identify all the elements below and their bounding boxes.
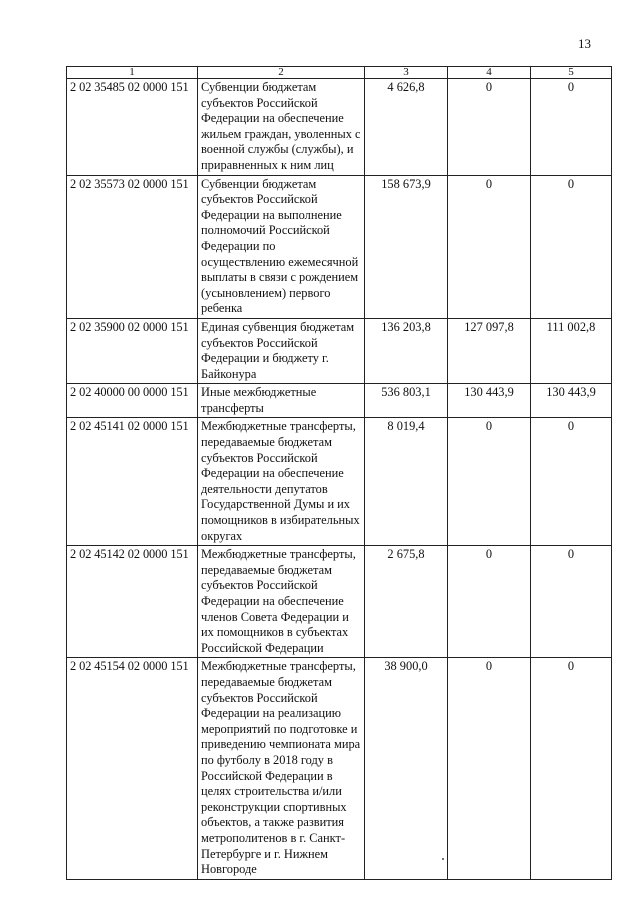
- row-col5-value: 130 443,9: [531, 384, 612, 418]
- row-col4-value: 0: [448, 79, 531, 176]
- row-col3-value: 38 900,0: [365, 658, 448, 879]
- row-code: 2 02 35900 02 0000 151: [67, 318, 198, 383]
- table-header-row: [67, 67, 612, 79]
- row-col4-value: 0: [448, 418, 531, 546]
- row-col5-value: 0: [531, 658, 612, 879]
- row-col4-value: 0: [448, 546, 531, 658]
- table-row: [67, 658, 612, 879]
- row-col4-value: 127 097,8: [448, 318, 531, 383]
- row-name: Субвенции бюджетам субъектов Российской Федерации на обеспечение жильем граждан, уволенных с военной службы (службы), и приравненных к ним лиц: [198, 79, 365, 176]
- row-col4-value: 0: [448, 175, 531, 318]
- row-col5-value: 0: [531, 79, 612, 176]
- row-name: Межбюджетные трансферты, передаваемые бюджетам субъектов Российской Федерации на обеспечение деятельности депутатов Государственной Думы и их помощников в избирательных округах: [198, 418, 365, 546]
- row-name: Единая субвенция бюджетам субъектов Российской Федерации и бюджету г. Байконура: [198, 318, 365, 383]
- column-header-2: 2: [198, 67, 365, 79]
- row-col3-value: 536 803,1: [365, 384, 448, 418]
- row-col3-value: 4 626,8: [365, 79, 448, 176]
- table-row: [67, 79, 612, 176]
- column-header-5: 5: [531, 67, 612, 79]
- row-col4-value: 0: [448, 658, 531, 879]
- row-code: 2 02 45141 02 0000 151: [67, 418, 198, 546]
- row-code: 2 02 45142 02 0000 151: [67, 546, 198, 658]
- row-col5-value: 0: [531, 546, 612, 658]
- table-row: [67, 318, 612, 383]
- table-row: [67, 418, 612, 546]
- row-col3-value: 2 675,8: [365, 546, 448, 658]
- row-col3-value: 136 203,8: [365, 318, 448, 383]
- row-col3-value: 158 673,9: [365, 175, 448, 318]
- row-col5-value: 0: [531, 418, 612, 546]
- row-code: 2 02 45154 02 0000 151: [67, 658, 198, 879]
- row-col5-value: 0: [531, 175, 612, 318]
- row-col5-value: 111 002,8: [531, 318, 612, 383]
- table-row: [67, 175, 612, 318]
- column-header-3: 3: [365, 67, 448, 79]
- table-row: [67, 384, 612, 418]
- column-header-1: 1: [67, 67, 198, 79]
- row-code: 2 02 35485 02 0000 151: [67, 79, 198, 176]
- row-code: 2 02 35573 02 0000 151: [67, 175, 198, 318]
- scan-speck: [442, 858, 444, 860]
- budget-table: [66, 66, 612, 880]
- row-name: Межбюджетные трансферты, передаваемые бюджетам субъектов Российской Федерации на реализацию мероприятий по подготовке и приведению чемпионата мира по футболу в 2018 году в Российской Федерации в целях строительства и/или реконструкции спортивных объектов, а также развития метрополитенов в г. Санкт-Петербурге и г. Нижнем Новгороде: [198, 658, 365, 879]
- table-row: [67, 546, 612, 658]
- row-col3-value: 8 019,4: [365, 418, 448, 546]
- column-header-4: 4: [448, 67, 531, 79]
- row-name: Межбюджетные трансферты, передаваемые бюджетам субъектов Российской Федерации на обеспечение членов Совета Федерации и их помощников в субъектах Российской Федерации: [198, 546, 365, 658]
- page-number: 13: [578, 36, 591, 51]
- row-name: Иные межбюджетные трансферты: [198, 384, 365, 418]
- row-code: 2 02 40000 00 0000 151: [67, 384, 198, 418]
- row-col4-value: 130 443,9: [448, 384, 531, 418]
- row-name: Субвенции бюджетам субъектов Российской Федерации на выполнение полномочий Российской Федерации по осуществлению ежемесячной выплаты в связи с рождением (усыновлением) первого ребенка: [198, 175, 365, 318]
